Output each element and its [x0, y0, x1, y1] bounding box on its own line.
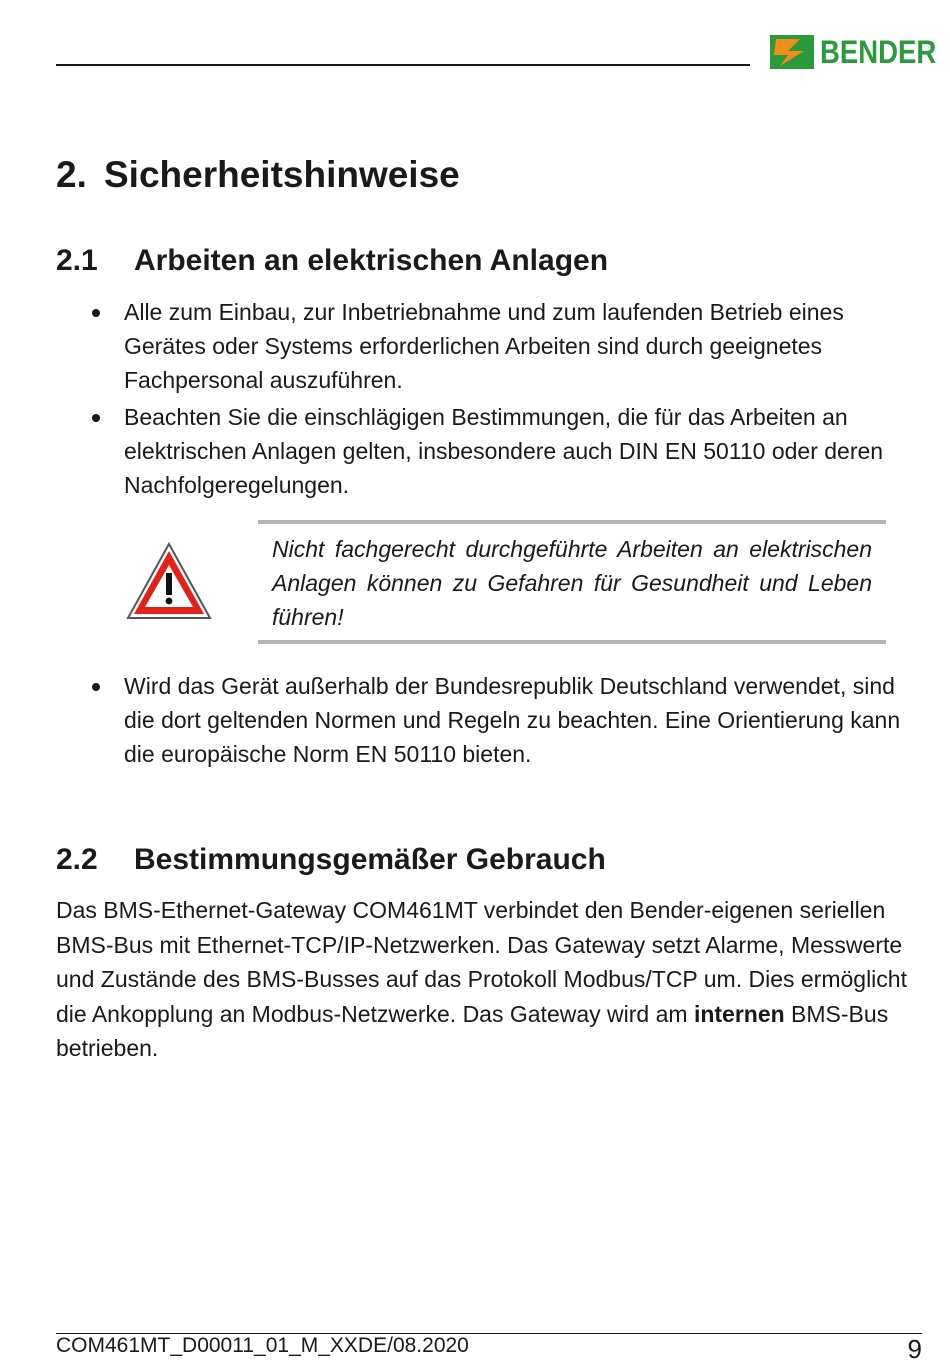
bender-logo	[770, 33, 950, 71]
warning-triangle-icon	[125, 541, 213, 621]
header-rule	[56, 64, 750, 66]
body-text-end: BMS-Bus betrieben.	[56, 1000, 889, 1061]
section-title: Bestimmungsgemäßer Gebrauch	[134, 843, 606, 876]
body-text: Das BMS-Ethernet-Gateway COM461MT verbindet den Bender-eigenen seriellen BMS-Bus mit Ethernet-TCP/IP-Netzwerken. Das Gateway setzt Alarme, Messwerte und Zustände des BMS-Busses auf das Protokoll Modbus/TCP um. Dies ermöglicht die Ankopplung an Modbus-Netzwerke. Das Gateway wird am	[56, 897, 907, 1027]
section-number: 2.1	[56, 244, 98, 277]
warning-text: Nicht fachgerecht durchgeführte Arbeiten an elektrischen Anlagen können zu Gefahren für Gesundheit und Leben führen!	[272, 536, 872, 630]
chapter-heading	[56, 154, 460, 196]
section-number: 2.2	[56, 843, 98, 876]
warning-box	[258, 520, 886, 644]
section-heading-2-1	[56, 244, 608, 278]
section-title: Arbeiten an elektrischen Anlagen	[134, 244, 609, 277]
footer-document-id: COM461MT_D00011_01_M_XXDE/08.2020	[56, 1334, 469, 1357]
list-item: Alle zum Einbau, zur Inbetriebnahme und zum laufenden Betrieb eines Gerätes oder Systems erforderlichen Arbeiten sind durch geeignetes Fachpersonal auszuführen.	[56, 295, 922, 397]
chapter-number: 2.	[56, 154, 87, 195]
bullet-list	[56, 295, 922, 505]
body-paragraph	[56, 893, 922, 1066]
list-item: Wird das Gerät außerhalb der Bundesrepublik Deutschland verwendet, sind die dort geltenden Normen und Regeln zu beachten. Eine Orientierung kann die europäische Norm EN 50110 bieten.	[56, 669, 922, 771]
bullet-list-continued	[56, 669, 922, 774]
bender-logo-mark-icon	[770, 35, 814, 69]
list-item: Beachten Sie die einschlägigen Bestimmungen, die für das Arbeiten an elektrischen Anlagen gelten, insbesondere auch DIN EN 50110 oder deren Nachfolgeregelungen.	[56, 400, 922, 502]
body-bold-text: internen	[693, 1000, 785, 1027]
chapter-title: Sicherheitshinweise	[104, 154, 460, 195]
section-heading-2-2	[56, 843, 606, 877]
bender-logo-text: BENDER	[820, 33, 937, 70]
page-number: 9	[907, 1334, 922, 1364]
